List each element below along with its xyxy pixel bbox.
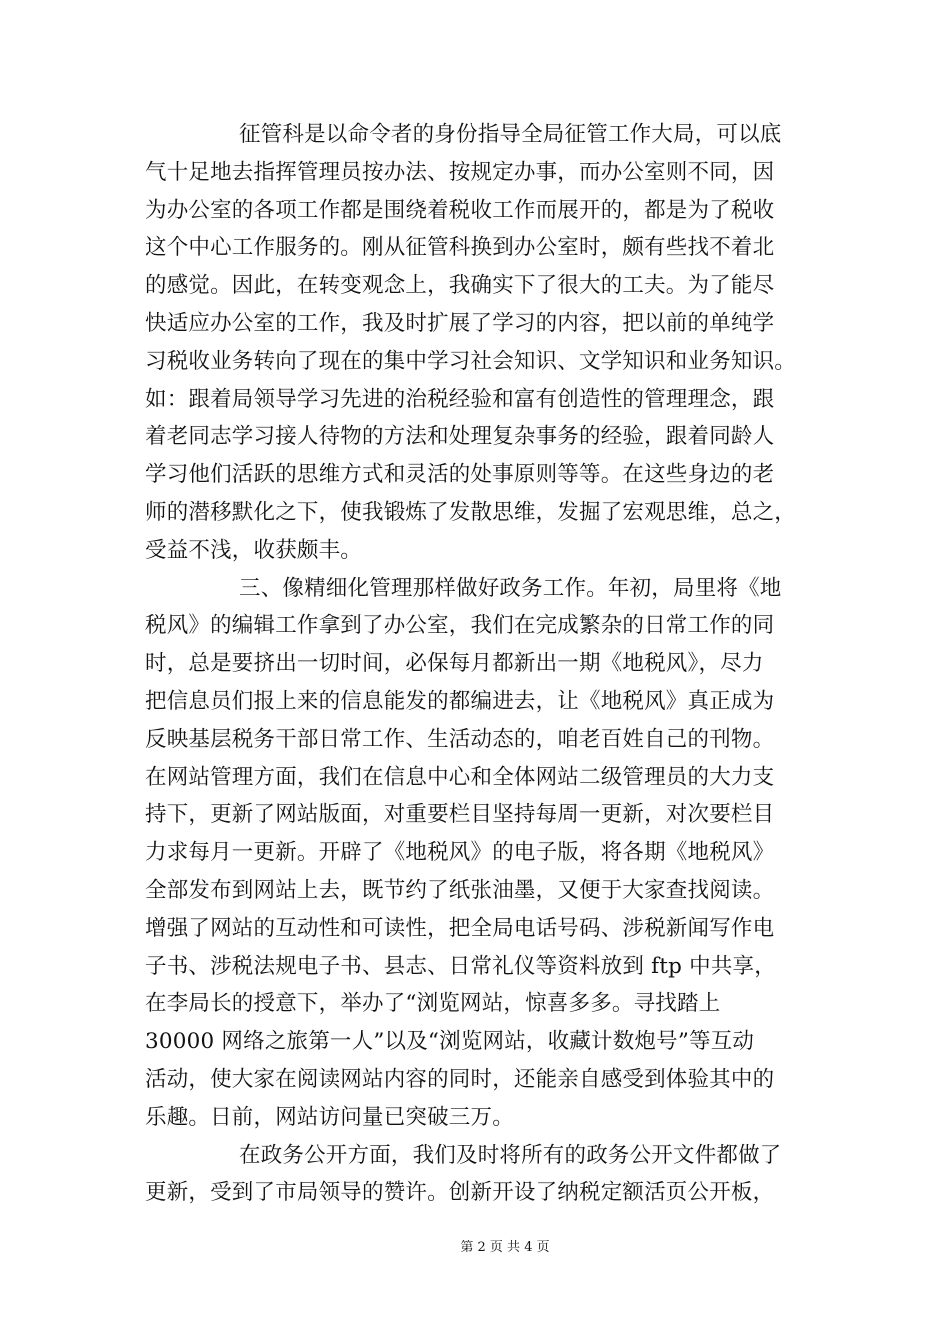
- text-line: 在网站管理方面，我们在信息中心和全体网站二级管理员的大力支: [145, 764, 775, 790]
- text-line: 反映基层税务干部日常工作、生活动态的，咱老百姓自己的刊物。: [145, 726, 775, 752]
- text-line: 子书、涉税法规电子书、县志、日常礼仪等资料放到 ftp 中共享，: [145, 953, 776, 979]
- text-line: 如：跟着局领导学习先进的治税经验和富有创造性的管理理念，跟: [145, 386, 775, 412]
- body-text: [145, 116, 825, 1212]
- text-line: 三、像精细化管理那样做好政务工作。年初，局里将《地: [239, 575, 782, 601]
- text-line: 在李局长的授意下，举办了“浏览网站，惊喜多多。寻找踏上: [145, 991, 721, 1017]
- text-line: 征管科是以命令者的身份指导全局征管工作大局，可以底: [239, 122, 782, 147]
- text-line: 活动，使大家在阅读网站内容的同时，还能亲自感受到体验其中的: [145, 1066, 775, 1092]
- text-line: 学习他们活跃的思维方式和灵活的处事原则等等。在这些身边的老: [145, 462, 775, 488]
- text-line: 这个中心工作服务的。刚从征管科换到办公室时，颇有些找不着北: [145, 235, 775, 261]
- text-line: 全部发布到网站上去，既节约了纸张油墨，又便于大家查找阅读。: [145, 877, 775, 903]
- text-line: 力求每月一更新。开辟了《地税风》的电子版，将各期《地税风》: [145, 840, 775, 866]
- text-line: 乐趣。日前，网站访问量已突破三万。: [145, 1104, 514, 1130]
- text-line: 着老同志学习接人待物的方法和处理复杂事务的经验，跟着同龄人: [145, 424, 775, 450]
- text-line: 增强了网站的互动性和可读性，把全局电话号码、涉税新闻写作电: [145, 915, 775, 941]
- text-line: 把信息员们报上来的信息能发的都编进去，让《地税风》真正成为: [145, 688, 775, 714]
- text-line: 气十足地去指挥管理员按办法、按规定办事，而办公室则不同，因: [145, 159, 775, 185]
- text-line: 师的潜移默化之下，使我锻炼了发散思维，发掘了宏观思维，总之，: [145, 499, 797, 525]
- text-line: 税风》的编辑工作拿到了办公室，我们在完成繁杂的日常工作的同: [145, 613, 775, 639]
- text-line: 更新，受到了市局领导的赞许。创新开设了纳税定额活页公开板，: [145, 1180, 775, 1206]
- text-line: 受益不浅，收获颇丰。: [145, 537, 363, 563]
- text-line: 30000 网络之旅第一人”以及“浏览网站，收藏计数炮号”等互动: [145, 1029, 755, 1055]
- text-line: 快适应办公室的工作，我及时扩展了学习的内容，把以前的单纯学: [145, 310, 775, 336]
- text-line: 持下，更新了网站版面，对重要栏目坚持每周一更新，对次要栏目: [145, 802, 775, 828]
- text-line: 为办公室的各项工作都是围绕着税收工作而展开的，都是为了税收: [145, 197, 775, 223]
- text-line: 在政务公开方面，我们及时将所有的政务公开文件都做了: [239, 1142, 782, 1168]
- page-footer: 第 2 页 共 4 页: [460, 1240, 550, 1255]
- text-line: 时，总是要挤出一切时间，必保每月都新出一期《地税风》，尽力: [145, 651, 764, 677]
- text-line: 的感觉。因此，在转变观念上，我确实下了很大的工夫。为了能尽: [145, 273, 775, 299]
- text-line: 习税收业务转向了现在的集中学习社会知识、文学知识和业务知识。: [145, 348, 797, 374]
